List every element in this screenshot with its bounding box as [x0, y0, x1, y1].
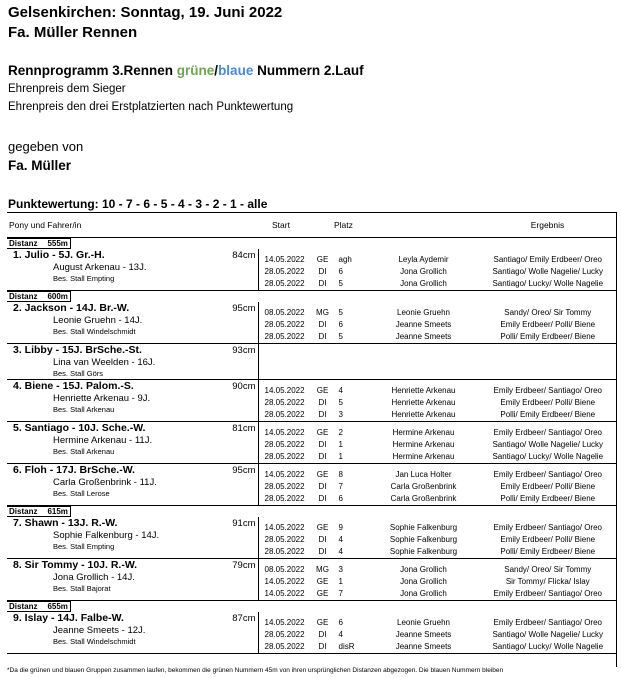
result-rider: Carla Großenbrink	[390, 494, 457, 503]
result-outcome: Polli/ Emily Erdbeer/ Biene	[500, 410, 596, 419]
result-outcome: Emily Erdbeer/ Santiago/ Oreo	[493, 428, 602, 437]
entry-row	[7, 612, 617, 654]
distance-text: Distanz	[9, 602, 38, 611]
rider-name: Sophie Falkenburg - 14J.	[53, 530, 160, 541]
pony-title: 3. Libby - 15J. BrSche.-St.	[13, 344, 142, 356]
result-outcome: Emily Erdbeer/ Polli/ Biene	[500, 320, 596, 329]
result-place: 6	[338, 494, 343, 503]
result-venue: GE	[316, 470, 329, 479]
distance-value: 555m	[47, 239, 68, 248]
pony-title: 7. Shawn - 13J. R.-W.	[13, 517, 118, 529]
result-row	[259, 534, 618, 546]
distance-row	[7, 506, 617, 518]
pony-height: 79cm	[232, 560, 256, 571]
result-venue: DI	[318, 547, 327, 556]
results-cell	[258, 612, 617, 654]
result-rider: Hermine Arkenau	[392, 440, 455, 449]
distance-cell	[7, 291, 617, 303]
result-rider: Leyla Aydemir	[398, 255, 449, 264]
result-outcome: Santiago/ Wolle Nagelie/ Lucky	[492, 440, 604, 449]
stable-name: Bes. Stall Windelschmidt	[53, 327, 136, 336]
distance-text: Distanz	[9, 292, 38, 301]
pony-height: 93cm	[232, 345, 256, 356]
entry-row	[7, 517, 617, 559]
result-date: 28.05.2022	[264, 279, 305, 288]
result-date: 28.05.2022	[264, 630, 305, 639]
rider-name: Lina van Weelden - 16J.	[53, 357, 156, 368]
result-row	[259, 397, 618, 409]
col-other	[258, 213, 617, 238]
result-venue: DI	[318, 630, 327, 639]
rider-name: Jona Grollich - 14J.	[53, 572, 135, 583]
results-list	[259, 249, 618, 290]
result-venue: GE	[316, 589, 329, 598]
rider-name: Leonie Gruehn - 14J.	[53, 315, 143, 326]
stable-name: Bes. Stall Arkenau	[53, 447, 115, 456]
pony-height: 91cm	[232, 518, 256, 529]
result-date: 28.05.2022	[264, 410, 305, 419]
result-outcome: Polli/ Emily Erdbeer/ Biene	[500, 547, 596, 556]
rider-name: Henriette Arkenau - 9J.	[53, 393, 151, 404]
rider-name: Jeanne Smeets - 12J.	[53, 625, 146, 636]
result-venue: GE	[316, 523, 329, 532]
pony-height: 95cm	[232, 303, 256, 314]
program-blue: blaue	[218, 63, 254, 78]
result-rider: Sophie Falkenburg	[389, 547, 458, 556]
result-outcome: Polli/ Emily Erdbeer/ Biene	[500, 332, 596, 341]
result-rider: Hermine Arkenau	[392, 428, 455, 437]
pony-title: 6. Floh - 17J. BrSche.-W.	[13, 464, 135, 476]
result-outcome: Sir Tommy/ Flicka/ Islay	[505, 577, 590, 586]
pony-title: 4. Biene - 15J. Palom.-S.	[13, 380, 134, 392]
result-rider: Henriette Arkenau	[391, 398, 456, 407]
result-row	[259, 266, 618, 278]
result-rider: Henriette Arkenau	[391, 410, 456, 419]
result-place: 4	[338, 630, 343, 639]
distance-row	[7, 238, 617, 250]
entry-row	[7, 464, 617, 506]
pony-height: 95cm	[232, 465, 256, 476]
results-cell	[258, 517, 617, 559]
result-date: 14.05.2022	[264, 428, 305, 437]
entry-row	[7, 344, 617, 380]
result-outcome: Emily Erdbeer/ Santiago/ Oreo	[493, 618, 602, 627]
result-outcome: Emily Erdbeer/ Santiago/ Oreo	[493, 523, 602, 532]
result-rider: Jeanne Smeets	[395, 320, 452, 329]
col-place: Platz	[334, 220, 353, 230]
distance-cell	[7, 506, 617, 518]
results-list	[259, 517, 618, 558]
results-list	[259, 302, 618, 343]
result-rider: Carla Großenbrink	[390, 482, 457, 491]
pony-cell	[7, 559, 258, 601]
result-place: disR	[338, 642, 355, 651]
entry-row	[7, 559, 617, 601]
result-place: 9	[338, 523, 343, 532]
result-place: 5	[338, 308, 343, 317]
prize-top-three: Ehrenpreis den drei Erstplatzierten nach Punktewertung	[8, 101, 294, 113]
result-rider: Jeanne Smeets	[395, 642, 452, 651]
result-venue: DI	[318, 642, 327, 651]
result-date: 28.05.2022	[264, 398, 305, 407]
pony-name	[7, 249, 258, 262]
result-place: 5	[338, 398, 343, 407]
distance-label	[7, 601, 71, 612]
result-row	[259, 278, 618, 290]
distance-value: 600m	[47, 292, 68, 301]
result-venue: GE	[316, 255, 329, 264]
result-rider: Jona Grollich	[400, 267, 447, 276]
result-place: 6	[338, 618, 343, 627]
stable-name: Bes. Stall Arkenau	[53, 405, 115, 414]
pony-name	[7, 559, 258, 572]
stable-name: Bes. Stall Empting	[53, 542, 115, 551]
result-outcome: Santiago/ Lucky/ Wolle Nagelie	[492, 642, 604, 651]
result-outcome: Santiago/ Wolle Nagelie/ Lucky	[492, 630, 604, 639]
result-date: 08.05.2022	[264, 308, 305, 317]
pony-title: 5. Santiago - 10J. Sche.-W.	[13, 422, 146, 434]
result-row	[259, 427, 618, 439]
pony-cell	[7, 302, 258, 344]
pony-height: 81cm	[232, 423, 256, 434]
pony-height: 84cm	[232, 250, 256, 261]
result-rider: Henriette Arkenau	[391, 386, 456, 395]
result-row	[259, 451, 618, 463]
result-place: agh	[338, 255, 352, 264]
result-row	[259, 409, 618, 421]
distance-text: Distanz	[9, 239, 38, 248]
result-date: 14.05.2022	[264, 577, 305, 586]
pony-title: 2. Jackson - 14J. Br.-W.	[13, 302, 130, 314]
entry-row	[7, 380, 617, 422]
pony-name	[7, 344, 258, 357]
pony-title: 8. Sir Tommy - 10J. R.-W.	[13, 559, 138, 571]
footnote: *Da die grünen und blauen Gruppen zusammen laufen, bekommen die grünen Nummern 45m von ihren ursprünglichen Distanzen abgezogen. Die blauen Nummern bleiben	[7, 667, 504, 674]
rider-name: August Arkenau - 13J.	[53, 262, 147, 273]
entry-row	[7, 249, 617, 291]
results-list	[259, 380, 618, 421]
distance-value: 655m	[47, 602, 68, 611]
result-row	[259, 493, 618, 505]
rider-name: Hermine Arkenau - 11J.	[53, 435, 153, 446]
result-row	[259, 307, 618, 319]
results-list	[259, 559, 618, 600]
result-place: 5	[338, 332, 343, 341]
result-venue: MG	[316, 565, 329, 574]
result-date: 08.05.2022	[264, 565, 305, 574]
result-venue: GE	[316, 618, 329, 627]
scoring-rule: Punktewertung: 10 - 7 - 6 - 5 - 4 - 3 - 2 - 1 - alle	[8, 197, 268, 211]
result-place: 4	[338, 386, 343, 395]
distance-row	[7, 291, 617, 303]
result-row	[259, 439, 618, 451]
pony-name	[7, 517, 258, 530]
result-venue: MG	[316, 308, 329, 317]
result-place: 4	[338, 547, 343, 556]
result-place: 7	[338, 589, 343, 598]
result-rider: Jan Luca Holter	[395, 470, 452, 479]
pony-cell	[7, 517, 258, 559]
result-outcome: Santiago/ Lucky/ Wolle Nagelie	[492, 279, 604, 288]
results-cell	[258, 422, 617, 464]
result-place: 3	[338, 565, 343, 574]
result-date: 28.05.2022	[264, 440, 305, 449]
results-cell	[258, 344, 617, 380]
result-row	[259, 469, 618, 481]
result-outcome: Santiago/ Emily Erdbeer/ Oreo	[493, 255, 602, 264]
result-venue: DI	[318, 267, 327, 276]
result-place: 5	[338, 279, 343, 288]
result-rider: Jona Grollich	[400, 589, 447, 598]
result-row	[259, 319, 618, 331]
prize-winner: Ehrenpreis dem Sieger	[8, 83, 126, 95]
stable-name: Bes. Stall Görs	[53, 369, 104, 378]
pony-name	[7, 612, 258, 625]
pony-name	[7, 422, 258, 435]
stable-name: Bes. Stall Empting	[53, 274, 115, 283]
result-outcome: Santiago/ Lucky/ Wolle Nagelie	[492, 452, 604, 461]
stable-name: Bes. Stall Bajorat	[53, 584, 111, 593]
stable-name: Bes. Stall Lerose	[53, 489, 110, 498]
result-date: 28.05.2022	[264, 452, 305, 461]
result-date: 28.05.2022	[264, 494, 305, 503]
result-row	[259, 385, 618, 397]
result-rider: Hermine Arkenau	[392, 452, 455, 461]
results-cell	[258, 249, 617, 291]
pony-cell	[7, 422, 258, 464]
pony-cell	[7, 344, 258, 380]
result-place: 6	[338, 267, 343, 276]
result-row	[259, 588, 618, 600]
result-row	[259, 564, 618, 576]
result-rider: Jeanne Smeets	[395, 332, 452, 341]
pony-name	[7, 302, 258, 315]
distance-row	[7, 601, 617, 613]
result-outcome: Emily Erdbeer/ Polli/ Biene	[500, 398, 596, 407]
result-rider: Jona Grollich	[400, 279, 447, 288]
result-place: 6	[338, 320, 343, 329]
result-date: 14.05.2022	[264, 255, 305, 264]
col-result: Ergebnis	[530, 220, 565, 230]
program-prefix: Rennprogramm 3.Rennen	[8, 63, 177, 78]
result-venue: DI	[318, 332, 327, 341]
sponsor: Fa. Müller	[8, 158, 72, 173]
distance-value: 615m	[47, 507, 68, 516]
rider-name: Carla Großenbrink - 11J.	[53, 477, 157, 488]
result-outcome: Emily Erdbeer/ Polli/ Biene	[500, 535, 596, 544]
result-outcome: Emily Erdbeer/ Polli/ Biene	[500, 482, 596, 491]
result-date: 28.05.2022	[264, 642, 305, 651]
result-place: 8	[338, 470, 343, 479]
entry-row	[7, 422, 617, 464]
result-outcome: Polli/ Emily Erdbeer/ Biene	[500, 494, 596, 503]
result-venue: DI	[318, 320, 327, 329]
results-list	[259, 612, 618, 653]
col-start: Start	[272, 220, 290, 230]
col-pony: Pony und Fahrer/in	[7, 213, 258, 238]
result-rider: Jona Grollich	[400, 577, 447, 586]
result-row	[259, 576, 618, 588]
results-cell	[258, 464, 617, 506]
program-title	[8, 63, 364, 78]
result-venue: GE	[316, 386, 329, 395]
result-outcome: Emily Erdbeer/ Santiago/ Oreo	[493, 470, 602, 479]
result-place: 1	[338, 577, 343, 586]
result-place: 3	[338, 410, 343, 419]
race-program-table	[7, 212, 617, 654]
result-row	[259, 254, 618, 266]
pony-height: 90cm	[232, 381, 256, 392]
result-place: 1	[338, 440, 343, 449]
result-row	[259, 331, 618, 343]
result-outcome: Emily Erdbeer/ Santiago/ Oreo	[493, 386, 602, 395]
pony-cell	[7, 249, 258, 291]
pony-title: 9. Islay - 14J. Falbe-W.	[13, 612, 124, 624]
result-row	[259, 546, 618, 558]
result-venue: DI	[318, 482, 327, 491]
program-green: grüne	[176, 63, 215, 78]
result-outcome: Emily Erdbeer/ Santiago/ Oreo	[493, 589, 602, 598]
result-date: 28.05.2022	[264, 332, 305, 341]
results-list	[259, 422, 618, 463]
result-rider: Sophie Falkenburg	[389, 523, 458, 532]
entry-row	[7, 302, 617, 344]
result-place: 7	[338, 482, 343, 491]
result-outcome: Sandy/ Oreo/ Sir Tommy	[504, 565, 592, 574]
result-rider: Jona Grollich	[400, 565, 447, 574]
result-date: 28.05.2022	[264, 320, 305, 329]
event-title: Fa. Müller Rennen	[8, 24, 138, 41]
given-by: gegeben von	[8, 139, 84, 154]
result-date: 28.05.2022	[264, 547, 305, 556]
result-date: 28.05.2022	[264, 267, 305, 276]
result-row	[259, 641, 618, 653]
results-cell	[258, 302, 617, 344]
pony-cell	[7, 612, 258, 654]
result-venue: DI	[318, 410, 327, 419]
result-venue: DI	[318, 398, 327, 407]
result-date: 14.05.2022	[264, 386, 305, 395]
result-place: 1	[338, 452, 343, 461]
table-header-row	[7, 213, 617, 238]
distance-label	[7, 506, 71, 517]
result-venue: DI	[318, 279, 327, 288]
results-cell	[258, 559, 617, 601]
distance-cell	[7, 601, 617, 613]
stable-name: Bes. Stall Windelschmidt	[53, 637, 136, 646]
result-venue: DI	[318, 494, 327, 503]
result-row	[259, 481, 618, 493]
pony-name	[7, 464, 258, 477]
result-place: 4	[338, 535, 343, 544]
result-date: 14.05.2022	[264, 470, 305, 479]
program-sep: /	[214, 63, 219, 78]
result-date: 14.05.2022	[264, 618, 305, 627]
result-outcome: Sandy/ Oreo/ Sir Tommy	[504, 308, 592, 317]
result-venue: DI	[318, 452, 327, 461]
distance-text: Distanz	[9, 507, 38, 516]
distance-cell	[7, 238, 617, 250]
result-venue: DI	[318, 535, 327, 544]
pony-cell	[7, 464, 258, 506]
distance-label	[7, 291, 71, 302]
result-place: 2	[338, 428, 343, 437]
result-outcome: Santiago/ Wolle Nagelie/ Lucky	[492, 267, 604, 276]
results-list	[259, 344, 618, 349]
result-rider: Jeanne Smeets	[395, 630, 452, 639]
result-date: 14.05.2022	[264, 523, 305, 532]
result-date: 28.05.2022	[264, 535, 305, 544]
pony-name	[7, 380, 258, 393]
result-row	[259, 629, 618, 641]
pony-title: 1. Julio - 5J. Gr.-H.	[13, 249, 105, 261]
result-date: 28.05.2022	[264, 482, 305, 491]
result-rider: Sophie Falkenburg	[389, 535, 458, 544]
pony-height: 87cm	[232, 613, 256, 624]
result-row	[259, 617, 618, 629]
pony-cell	[7, 380, 258, 422]
distance-label	[7, 238, 71, 249]
result-row	[259, 522, 618, 534]
results-list	[259, 464, 618, 505]
result-rider: Leonie Gruehn	[397, 618, 450, 627]
result-rider: Leonie Gruehn	[397, 308, 450, 317]
city-date: Gelsenkirchen: Sonntag, 19. Juni 2022	[8, 4, 283, 21]
result-venue: GE	[316, 577, 329, 586]
results-cell	[258, 380, 617, 422]
result-date: 14.05.2022	[264, 589, 305, 598]
result-venue: DI	[318, 440, 327, 449]
program-suffix: Nummern 2.Lauf	[253, 63, 364, 78]
result-venue: GE	[316, 428, 329, 437]
